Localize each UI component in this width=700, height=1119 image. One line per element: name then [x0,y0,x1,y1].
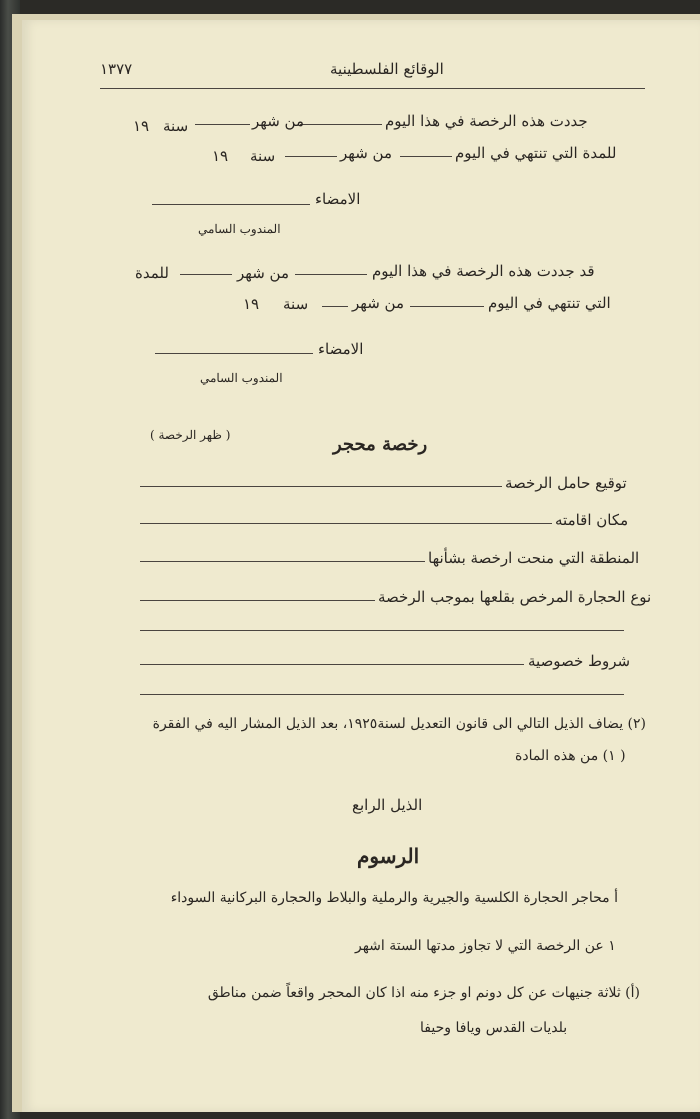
schedule-sub-a-line1: (أ) ثلاثة جنيهات عن كل دونم او جزء منه اذا كان المحجر واقعاً ضمن مناطق [207,985,640,1001]
schedule-title: الرسوم [357,844,420,868]
license-field-4: نوع الحجارة المرخص بقلعها بموجب الرخصة [378,588,652,606]
renewal2-signature-label: الامضاء [318,340,364,358]
license-field-3: المنطقة التي منحت ارخصة بشأنها [428,549,640,567]
renewal2-line2-text: التي تنتهي في اليوم [488,294,611,312]
renewal1-line2-month: من شهر [340,144,392,162]
page-number: ١٣٧٧ [100,60,133,78]
blank-line [195,124,250,125]
blank-line [140,694,624,695]
license-special-conditions: شروط خصوصية [528,652,631,670]
renewal2-line1-period: للمدة [135,264,169,282]
renewal2-line2-year-label: سنة [283,295,309,313]
renewal2-line1-text: قد جددت هذه الرخصة في هذا اليوم [372,262,595,280]
renewal1-line1-text: جددت هذه الرخصة في هذا اليوم [385,112,588,130]
renewal1-line2-year: ١٩ [212,147,229,165]
signature-line [152,204,310,205]
blank-line [140,630,624,631]
blank-line [140,486,502,487]
blank-line [410,306,484,307]
renewal2-line2-month: من شهر [352,294,404,312]
schedule-heading: الذيل الرابع [352,796,423,814]
blank-line [322,306,348,307]
renewal2-signatory: المندوب السامي [200,371,283,385]
blank-line [300,124,382,125]
blank-line [140,523,552,524]
blank-line [400,156,452,157]
schedule-item-1: ١ عن الرخصة التي لا تجاوز مدتها الستة اشهر [355,938,616,954]
schedule-item-a: أ محاجر الحجارة الكلسية والجيرية والرملية والبلاط والحجارة البركانية السوداء [170,890,618,906]
renewal1-line2-text: للمدة التي تنتهي في اليوم [455,144,617,162]
gazette-title: الوقائع الفلسطينية [330,60,444,78]
renewal1-signatory: المندوب السامي [198,222,281,236]
renewal1-signature-label: الامضاء [315,190,361,208]
license-field-1: توقيع حامل الرخصة [505,474,627,492]
renewal1-line1-year: ١٩ [133,117,150,135]
blank-line [285,156,337,157]
blank-line [180,274,232,275]
license-field-2: مكان اقامته [555,511,629,529]
renewal1-line2-year-label: سنة [250,147,276,165]
renewal2-line2-year: ١٩ [243,295,260,313]
license-title: رخصة محجر [333,434,428,455]
renewal1-line1-month: من شهر [252,112,304,130]
renewal2-line1-month: من شهر [237,264,289,282]
renewal1-line1-year-label: سنة [163,117,189,135]
blank-line [140,664,524,665]
blank-line [140,600,375,601]
header-rule [100,88,645,89]
license-back-note: ( ظهر الرخصة ) [150,428,231,442]
blank-line [140,561,425,562]
amendment-line1: (٢) يضاف الذيل التالي الى قانون التعديل لسنة١٩٢٥، بعد الذيل المشار اليه في الفقرة [152,716,646,732]
blank-line [295,274,367,275]
signature-line [155,353,313,354]
schedule-sub-a-line2: بلديات القدس ويافا وحيفا [420,1020,568,1036]
amendment-line2: ( ١) من هذه المادة [515,748,626,764]
